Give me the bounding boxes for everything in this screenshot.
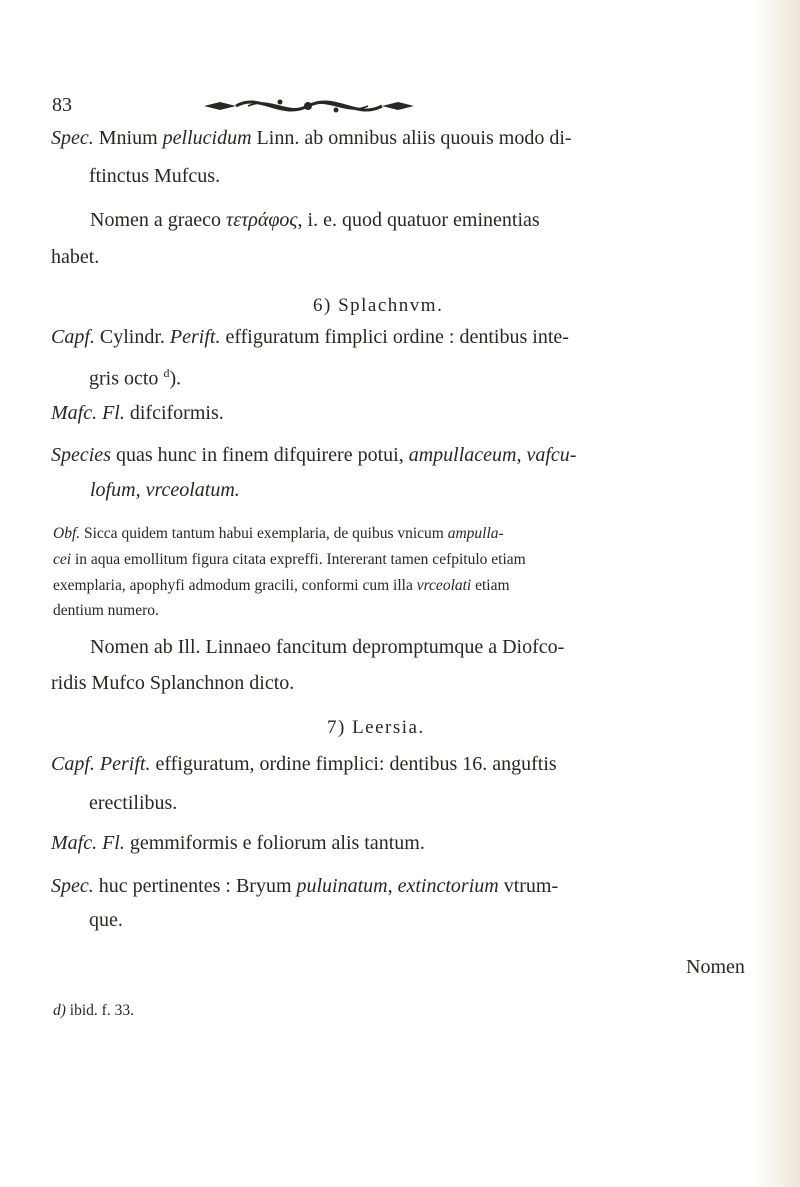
section-heading-6: 6) Splachnvm. <box>313 295 444 316</box>
catchword: Nomen <box>686 956 745 978</box>
capf-7-line-2: erectilibus. <box>89 792 178 814</box>
obs-line-2: cei in aqua emollitum figura citata expreffi. Intererant tamen cefpitulo etiam <box>53 551 526 568</box>
nomen-linnaeo-line-2: ridis Mufco Splanchnon dicto. <box>51 672 295 694</box>
species-line-1: Species quas hunc in finem difquirere potui, ampullaceum, vafcu- <box>51 444 577 466</box>
footnote: d) ibid. f. 33. <box>53 1002 134 1019</box>
obs-line-3: exemplaria, apophyfi admodum gracili, conformi cum illa vrceolati etiam <box>53 577 510 594</box>
page-number: 83 <box>52 94 72 116</box>
spec-7-line-1: Spec. huc pertinentes : Bryum puluinatum, extinctorium vtrum- <box>51 875 559 897</box>
obs-line-4: dentium numero. <box>53 602 159 619</box>
obs-line-1: Obf. Sicca quidem tantum habui exemplaria, de quibus vnicum ampulla- <box>53 525 504 542</box>
nomen-line-1: Nomen a graeco τετράφος, i. e. quod quatuor eminentias <box>90 209 540 231</box>
section-heading-7: 7) Leersia. <box>327 717 425 738</box>
nomen-line-2: habet. <box>51 246 100 268</box>
masc-7-line: Mafc. Fl. gemmiformis e foliorum alis tantum. <box>51 832 425 854</box>
nomen-linnaeo-line-1: Nomen ab Ill. Linnaeo fancitum depromptumque a Diofco- <box>90 636 565 658</box>
masc-line: Mafc. Fl. difciformis. <box>51 402 224 424</box>
species-line-2: lofum, vrceolatum. <box>90 479 240 501</box>
spec-line-1: Spec. Mnium pellucidum Linn. ab omnibus aliis quouis modo di- <box>51 127 572 149</box>
spec-line-2: ftinctus Mufcus. <box>89 165 221 187</box>
spec-7-line-2: que. <box>89 909 123 931</box>
capf-line-2: gris octo $^d$). <box>89 366 182 390</box>
ornament-icon <box>200 92 418 120</box>
capf-7-line-1: Capf. Perift. effiguratum, ordine fimplici: dentibus 16. anguftis <box>51 753 557 775</box>
capf-line-1: Capf. Cylindr. Perift. effiguratum fimplici ordine : dentibus inte- <box>51 326 569 348</box>
